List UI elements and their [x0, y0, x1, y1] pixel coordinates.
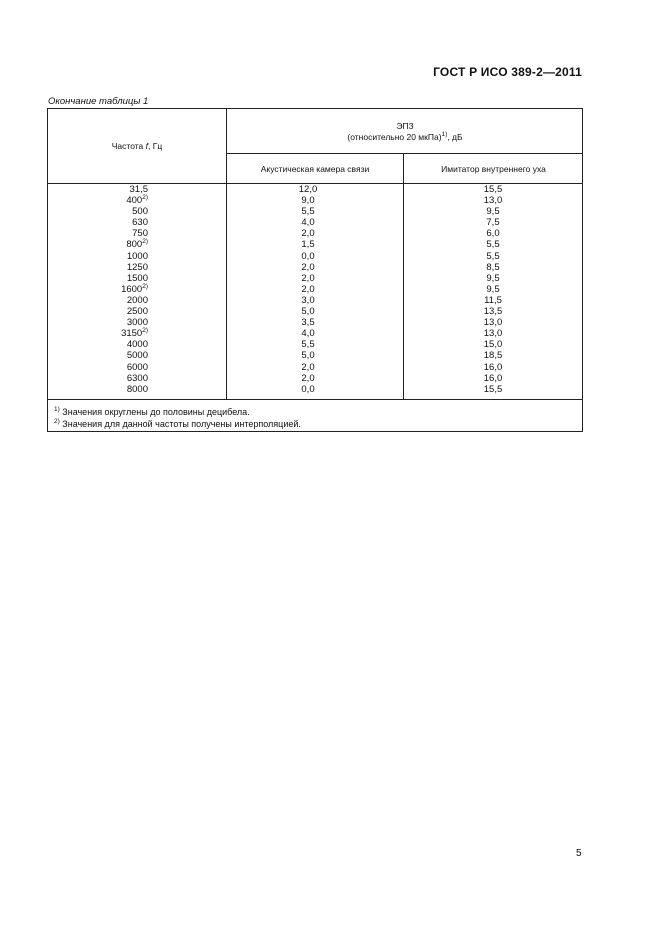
ear-simulator-column: [473, 184, 513, 395]
ear-simulator-value-cell: 13,0: [483, 328, 503, 340]
header-coupler: Акустическая камера связи: [260, 164, 370, 174]
coupler-value-cell: 1,5: [301, 239, 315, 251]
coupler-value-cell: 2,0: [301, 361, 315, 373]
coupler-value-cell: 0,0: [301, 250, 315, 262]
coupler-value-cell: 0,0: [301, 383, 315, 395]
frequency-cell: 3150$^{2)}$: [121, 327, 148, 340]
ear-simulator-value-cell: 7,5: [486, 217, 500, 229]
header-rethl-group: ЭПЗ (относительно 20 мкПа)$^{1)}$, дБ: [347, 121, 463, 142]
frequency-cell: 1600$^{2)}$: [121, 282, 148, 295]
coupler-value-cell: 5,5: [301, 206, 315, 218]
ear-simulator-value-cell: 15,5: [483, 184, 503, 195]
coupler-value-cell: 9,0: [301, 195, 315, 207]
coupler-value-cell: 2,0: [301, 283, 315, 295]
ear-simulator-value-cell: 9,5: [486, 272, 500, 284]
coupler-value-cell: 12,0: [298, 184, 318, 195]
frequency-cell: 1250: [126, 261, 148, 273]
frequency-column: [108, 184, 148, 395]
table-notes: [54, 406, 301, 430]
coupler-value-cell: 5,0: [301, 350, 315, 362]
frequency-cell: 4000: [126, 339, 148, 351]
table-caption: Окончание таблицы 1: [48, 96, 149, 107]
coupler-value-cell: 2,0: [301, 372, 315, 384]
ear-simulator-value-cell: 16,0: [483, 372, 503, 384]
frequency-cell: 400$^{2)}$: [126, 193, 148, 207]
coupler-value-cell: 4,0: [301, 217, 315, 229]
coupler-value-cell: 3,0: [301, 294, 315, 306]
frequency-cell: 8000: [126, 383, 148, 395]
coupler-value-cell: 2,0: [301, 228, 315, 240]
ear-simulator-value-cell: 15,5: [483, 383, 503, 395]
header-ear-simulator: Имитатор внутреннего уха: [441, 164, 546, 174]
frequency-cell: 800$^{2)}$: [126, 238, 148, 251]
header-subdivider: [227, 153, 582, 154]
frequency-cell: 31,5: [129, 184, 148, 195]
ear-simulator-value-cell: 11,5: [484, 294, 502, 306]
ear-simulator-value-cell: 18,5: [483, 350, 503, 362]
data-table: [47, 108, 583, 432]
frequency-cell: 630: [132, 217, 148, 229]
frequency-cell: 6300: [126, 372, 148, 384]
ear-simulator-value-cell: 13,5: [483, 306, 503, 318]
ear-simulator-value-cell: 9,5: [486, 283, 500, 295]
ear-simulator-value-cell: 5,5: [486, 239, 500, 251]
column-divider-1b: [226, 183, 227, 399]
frequency-cell: 6000: [126, 361, 148, 373]
frequency-cell: 750: [132, 228, 148, 240]
coupler-value-cell: 5,5: [301, 339, 315, 351]
coupler-value-cell: 4,0: [301, 328, 315, 340]
header-frequency: Частота f, Гц: [111, 141, 163, 151]
page-number: 5: [576, 848, 582, 859]
ear-simulator-value-cell: 13,0: [483, 317, 503, 329]
ear-simulator-value-cell: 5,5: [486, 250, 500, 262]
frequency-cell: 500: [132, 206, 148, 218]
frequency-cell: 1000: [126, 250, 148, 262]
document-code: ГОСТ Р ИСО 389-2—2011: [433, 65, 582, 79]
frequency-cell: 5000: [126, 350, 148, 362]
coupler-value-cell: 5,0: [301, 306, 315, 318]
coupler-value-cell: 3,5: [301, 317, 315, 329]
notes-rule: [48, 399, 582, 400]
frequency-cell: 2000: [126, 294, 148, 306]
coupler-column: [288, 184, 328, 395]
ear-simulator-value-cell: 15,0: [483, 339, 503, 351]
frequency-cell: 2500: [126, 306, 148, 318]
column-divider-2: [403, 153, 404, 399]
footnote: $^{1)}$ Значения округлены до половины децибела.: [54, 406, 250, 417]
ear-simulator-value-cell: 13,0: [483, 195, 503, 207]
ear-simulator-value-cell: 6,0: [486, 228, 500, 240]
frequency-cell: 1500: [126, 272, 148, 284]
coupler-value-cell: 2,0: [301, 261, 315, 273]
ear-simulator-value-cell: 16,0: [483, 361, 503, 373]
ear-simulator-value-cell: 9,5: [486, 206, 500, 218]
coupler-value-cell: 2,0: [301, 272, 315, 284]
footnote: $^{2)}$ Значения для данной частоты получены интерполяцией.: [54, 418, 301, 429]
ear-simulator-value-cell: 8,5: [486, 261, 500, 273]
frequency-cell: 3000: [126, 317, 148, 329]
